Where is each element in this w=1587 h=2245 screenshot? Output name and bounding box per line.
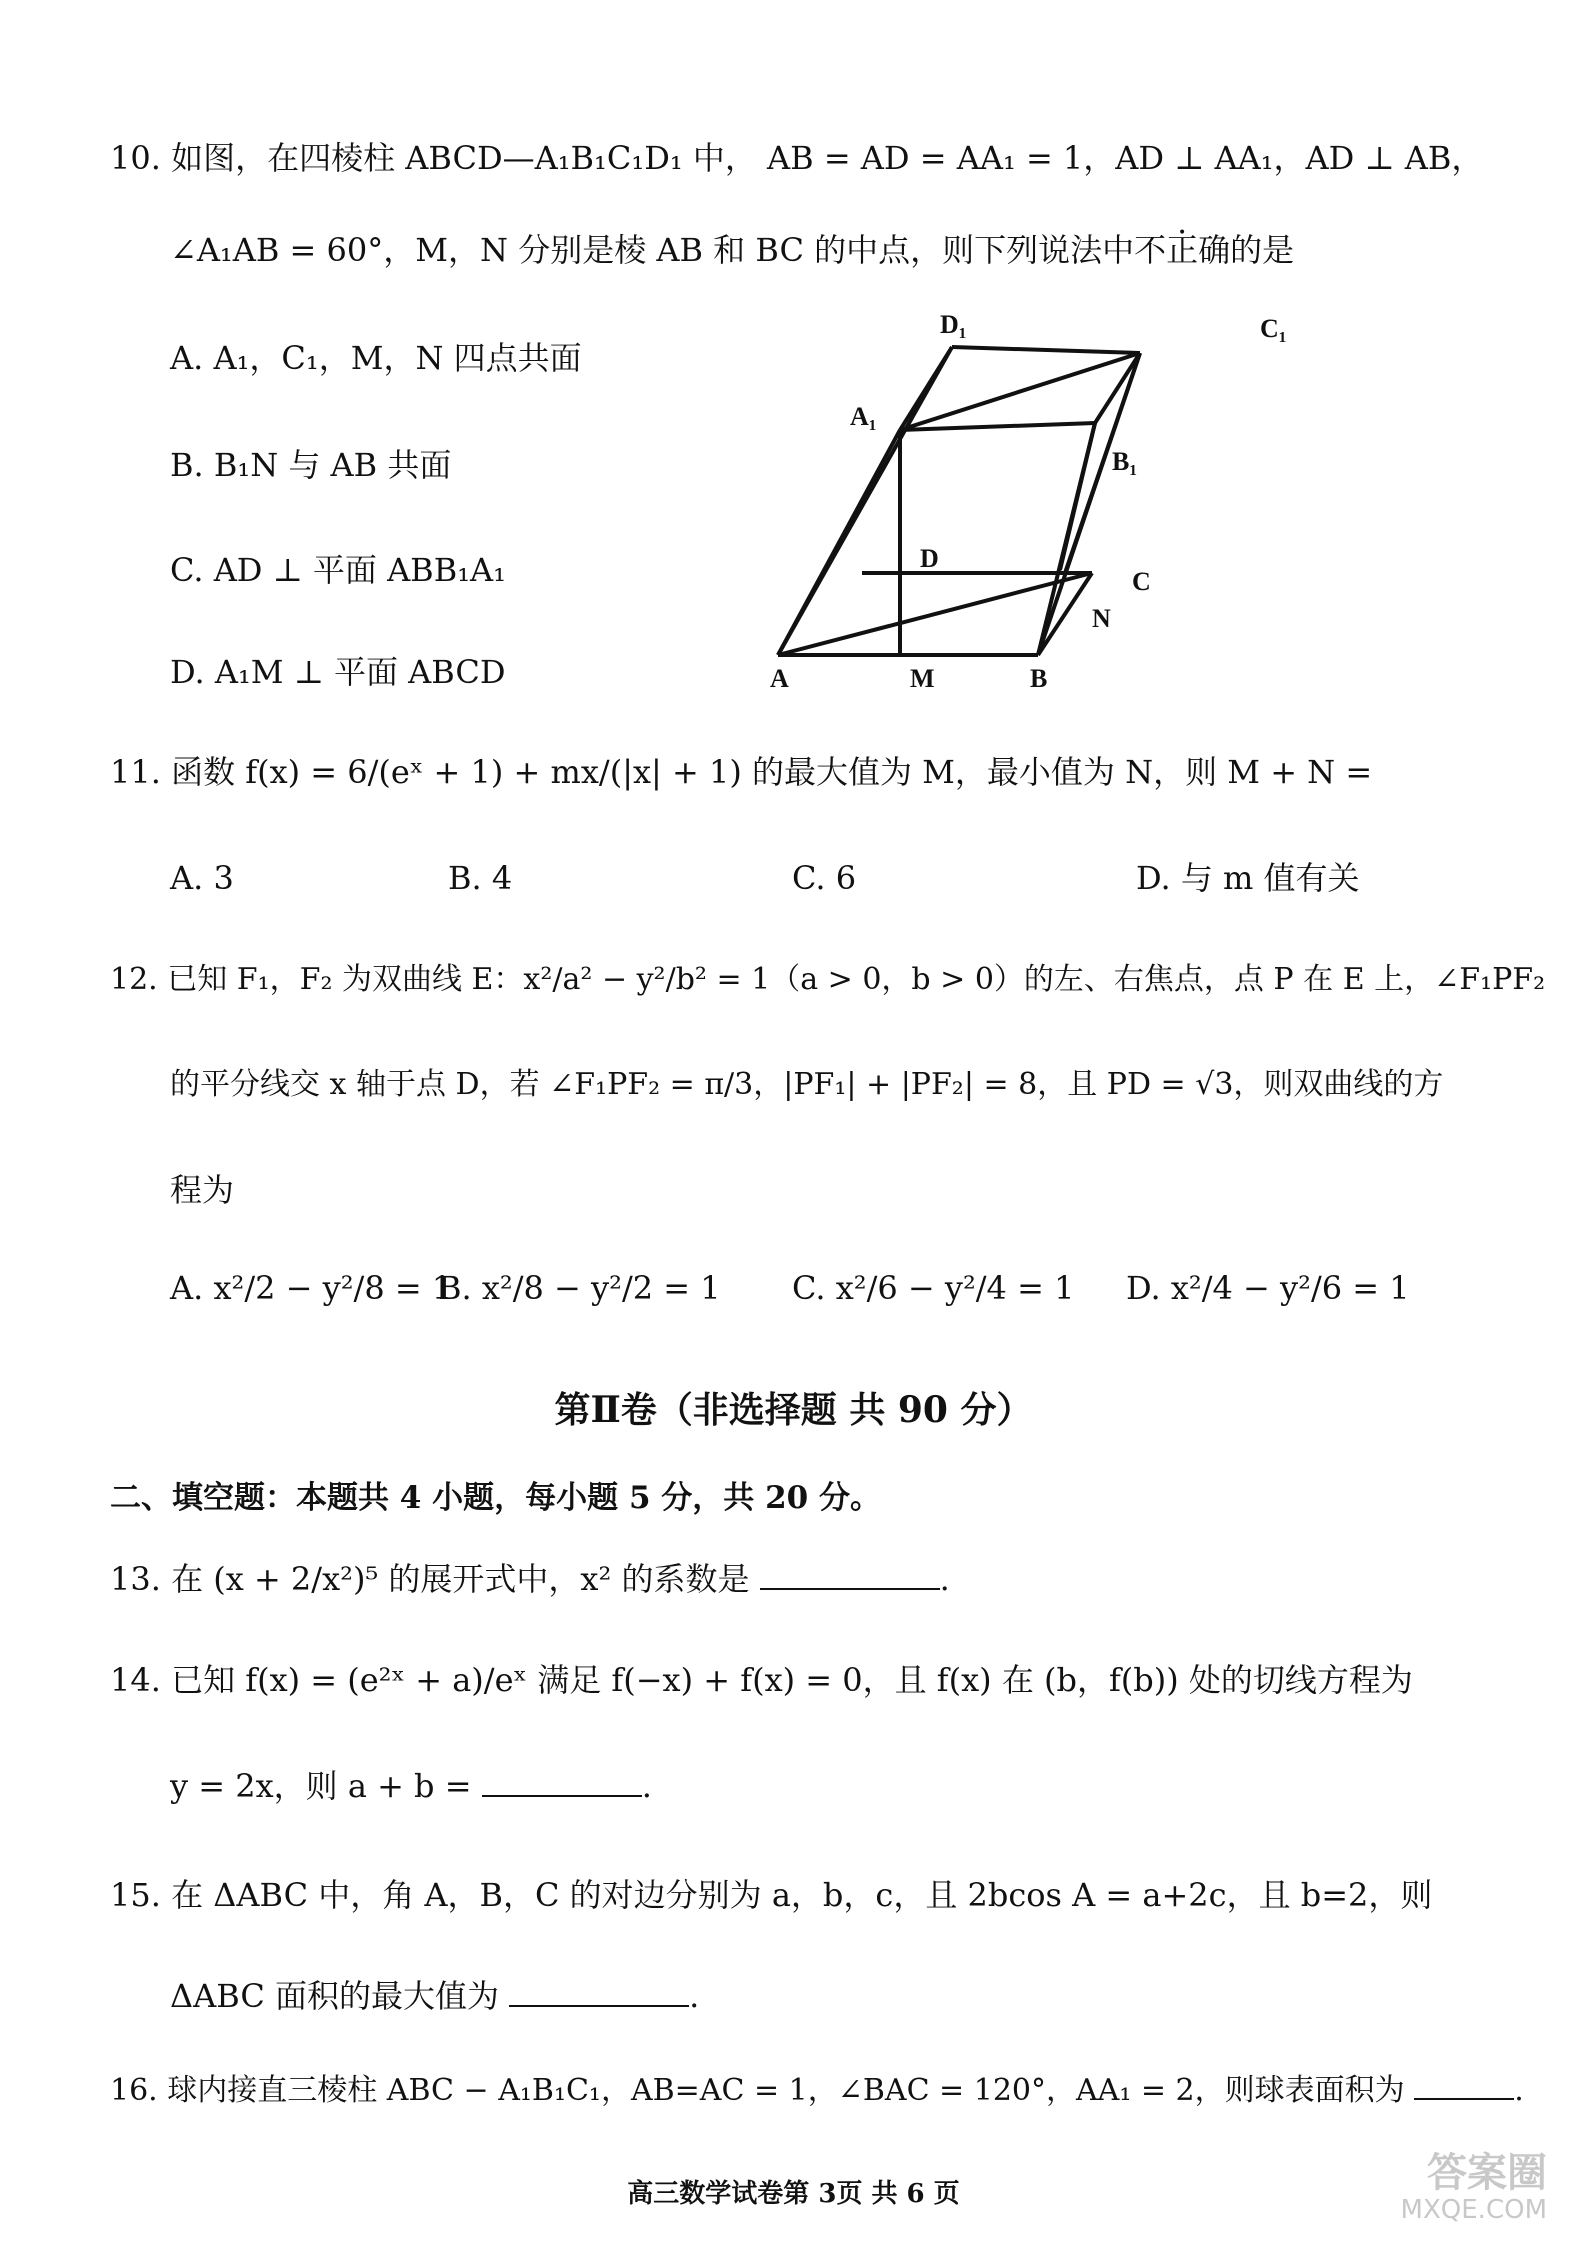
q12-line1: 12. 已知 F₁，F₂ 为双曲线 E：x²/a² − y²/b² = 1（a > 0，b > 0）的左、右焦点，点 P 在 E 上，∠F₁PF₂ (110, 962, 1546, 997)
prism-edges (778, 347, 1140, 655)
watermark (1401, 2151, 1547, 2225)
q13 (110, 1558, 950, 1599)
q15-line2-text: ΔABC 面积的最大值为 (170, 1977, 499, 2015)
q10-emphasis: 不正确 (1134, 231, 1231, 269)
label-c1: C₁ (1260, 314, 1287, 343)
label-a1: A₁ (850, 402, 877, 431)
q10-line2-c: 的是 (1230, 231, 1295, 269)
watermark-logo: 答案圈 (1427, 2150, 1547, 2196)
q11-option-d: D. 与 m 值有关 (1136, 859, 1360, 897)
label-b: B (1030, 664, 1048, 693)
q11-option-c: C. 6 (792, 859, 857, 897)
q14-line2 (170, 1765, 652, 1806)
q16-text: 16. 球内接直三棱柱 ABC − A₁B₁C₁，AB=AC = 1，∠BAC = 120°，AA₁ = 2，则球表面积为 (110, 2073, 1405, 2108)
q12-option-b: B. x²/8 − y²/2 = 1 (438, 1269, 721, 1307)
q12-option-c: C. x²/6 − y²/4 = 1 (792, 1269, 1075, 1307)
q12-line2: 的平分线交 x 轴于点 D，若 ∠F₁PF₂ = π/3，|PF₁| + |PF₂| = 8，且 PD = √3，则双曲线的方 (170, 1067, 1444, 1102)
label-c: C (1132, 567, 1151, 596)
q15-answer-blank[interactable] (509, 1975, 689, 2007)
q16-answer-blank[interactable] (1414, 2068, 1514, 2100)
section2-header: 二、填空题：本题共 4 小题，每小题 5 分，共 20 分。 (110, 1480, 882, 1516)
q12-line3: 程为 (170, 1171, 235, 1209)
q16 (110, 2068, 1524, 2111)
q10-option-d: D. A₁M ⊥ 平面 ABCD (170, 653, 506, 691)
q12-option-d: D. x²/4 − y²/6 = 1 (1126, 1269, 1410, 1307)
label-m: M (910, 664, 935, 693)
q14-end: . (641, 1767, 652, 1805)
q13-text: 13. 在 (x + 2/x²)⁵ 的展开式中，x² 的系数是 (110, 1560, 750, 1598)
prism-figure (740, 305, 1300, 695)
edge-d1-c1 (952, 347, 1140, 353)
q10-line1: 10. 如图，在四棱柱 ABCD—A₁B₁C₁D₁ 中， AB = AD = AA₁ = 1，AD ⊥ AA₁，AD ⊥ AB， (110, 139, 1484, 177)
q10-option-b: B. B₁N 与 AB 共面 (170, 446, 452, 484)
q10-line2-a: ∠A₁AB = 60°，M，N 分别是棱 AB 和 BC 的中点，则下列说法中 (170, 231, 1135, 269)
q13-answer-blank[interactable] (760, 1558, 940, 1590)
edge-a-d1 (778, 347, 952, 655)
q14-line2-text: y = 2x，则 a + b = (170, 1767, 472, 1805)
watermark-url: MXQE.COM (1400, 2195, 1547, 2225)
label-d: D (920, 544, 939, 573)
q13-end: . (939, 1560, 950, 1598)
q15-end: . (689, 1977, 700, 2015)
q14-line1: 14. 已知 f(x) = (e²ˣ + a)/eˣ 满足 f(−x) + f(x) = 0，且 f(x) 在 (b，f(b)) 处的切线方程为 (110, 1661, 1413, 1699)
q10-option-c: C. AD ⊥ 平面 ABB₁A₁ (170, 551, 506, 589)
q14-answer-blank[interactable] (482, 1765, 642, 1797)
q11-option-a: A. 3 (170, 859, 234, 897)
label-n: N (1092, 604, 1111, 633)
q10-option-a: A. A₁，C₁，M，N 四点共面 (170, 339, 582, 377)
q15-line2 (170, 1975, 699, 2016)
part2-title: 第Ⅱ卷（非选择题 共 90 分） (554, 1389, 1033, 1431)
q10-line2 (170, 230, 1294, 270)
label-a: A (770, 664, 789, 693)
edge-a1-c1 (900, 353, 1140, 430)
q16-end: . (1514, 2073, 1524, 2108)
q12-option-a: A. x²/2 − y²/8 = 1 (170, 1269, 453, 1307)
q11-option-b: B. 4 (448, 859, 513, 897)
edge-a1-b1 (900, 423, 1095, 430)
label-b1: B₁ (1112, 447, 1138, 476)
page-footer: 高三数学试卷第 3页 共 6 页 (627, 2179, 960, 2209)
q15-line1: 15. 在 ΔABC 中，角 A，B，C 的对边分别为 a，b，c，且 2bcos A = a+2c，且 b=2，则 (110, 1876, 1433, 1914)
q11-text: 11. 函数 f(x) = 6/(eˣ + 1) + mx/(|x| + 1) 的最大值为 M，最小值为 N，则 M + N = (110, 753, 1373, 791)
label-d1: D₁ (940, 310, 967, 339)
